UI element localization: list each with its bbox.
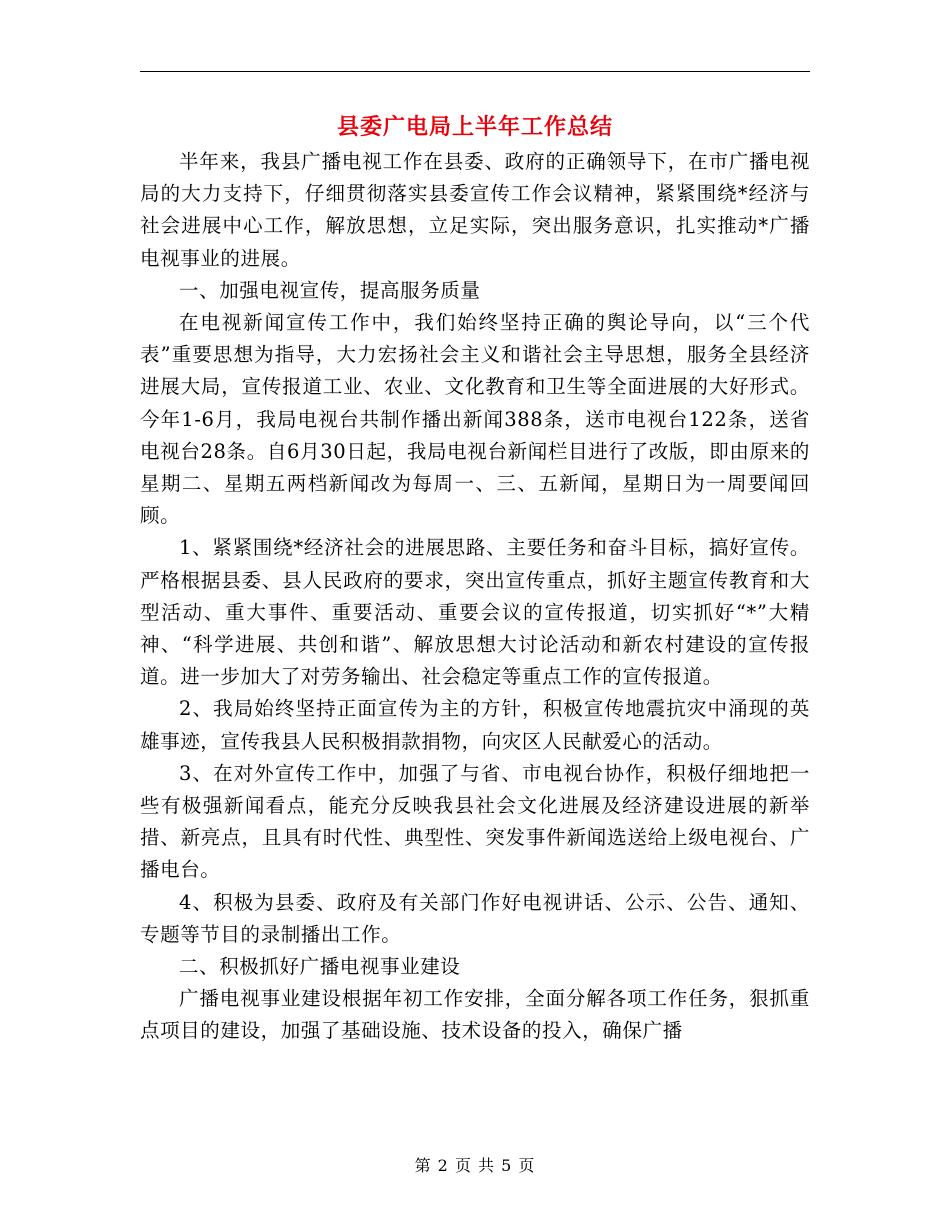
paragraph-item-1: 1、紧紧围绕*经济社会的进展思路、主要任务和奋斗目标，搞好宣传。严格根据县委、县人民政府的要求，突出宣传重点，抓好主题宣传教育和大型活动、重大事件、重要活动、重要会议的宣传报道，切实抓好“*”大精神、“科学进展、共创和谐”、解放思想大讨论活动和新农村建设的宣传报道。进一步加大了对劳务输出、社会稳定等重点工作的宣传报道。 xyxy=(140,536,810,689)
paragraph-news-propaganda: 在电视新闻宣传工作中，我们始终坚持正确的舆论导向，以“三个代表”重要思想为指导，大力宏扬社会主义和谐社会主导思想，服务全县经济进展大局，宣传报道工业、农业、文化教育和卫生等全面进展的大好形式。今年1-6月，我局电视台共制作播出新闻388条，送市电视台122条，送省电视台28条。自6月30日起，我局电视台新闻栏目进行了改版，即由原来的星期二、星期五两档新闻改为每周一、三、五新闻，星期日为一周要闻回顾。 xyxy=(140,311,810,528)
paragraph-item-2: 2、我局始终坚持正面宣传为主的方针，积极宣传地震抗灾中涌现的英雄事迹，宣传我县人民积极捐款捐物，向灾区人民献爱心的活动。 xyxy=(140,697,810,753)
page-number: 第 2 页 共 5 页 xyxy=(414,1156,536,1175)
paragraph-item-3: 3、在对外宣传工作中，加强了与省、市电视台协作，积极仔细地把一些有极强新闻看点，能充分反映我县社会文化进展及经济建设进展的新举措、新亮点，且具有时代性、典型性、突发事件新闻选送给上级电视台、广播电台。 xyxy=(140,761,810,882)
header-rule xyxy=(140,71,810,72)
document-title: 县委广电局上半年工作总结 xyxy=(336,114,613,140)
paragraph-construction: 广播电视事业建设根据年初工作安排，全面分解各项工作任务，狠抓重点项目的建设，加强了基础设施、技术设备的投入，确保广播 xyxy=(140,987,810,1043)
document-body xyxy=(140,146,810,1048)
section-heading-1: 一、加强电视宣传，提高服务质量 xyxy=(179,278,481,302)
paragraph-item-4: 4、积极为县委、政府及有关部门作好电视讲话、公示、公告、通知、专题等节目的录制播出工作。 xyxy=(140,890,810,946)
section-heading-2: 二、积极抓好广播电视事业建设 xyxy=(179,955,461,979)
paragraph-intro: 半年来，我县广播电视工作在县委、政府的正确领导下，在市广播电视局的大力支持下，仔细贯彻落实县委宣传工作会议精神，紧紧围绕*经济与社会进展中心工作，解放思想，立足实际，突出服务意识，扎实推动*广播电视事业的进展。 xyxy=(140,150,810,270)
